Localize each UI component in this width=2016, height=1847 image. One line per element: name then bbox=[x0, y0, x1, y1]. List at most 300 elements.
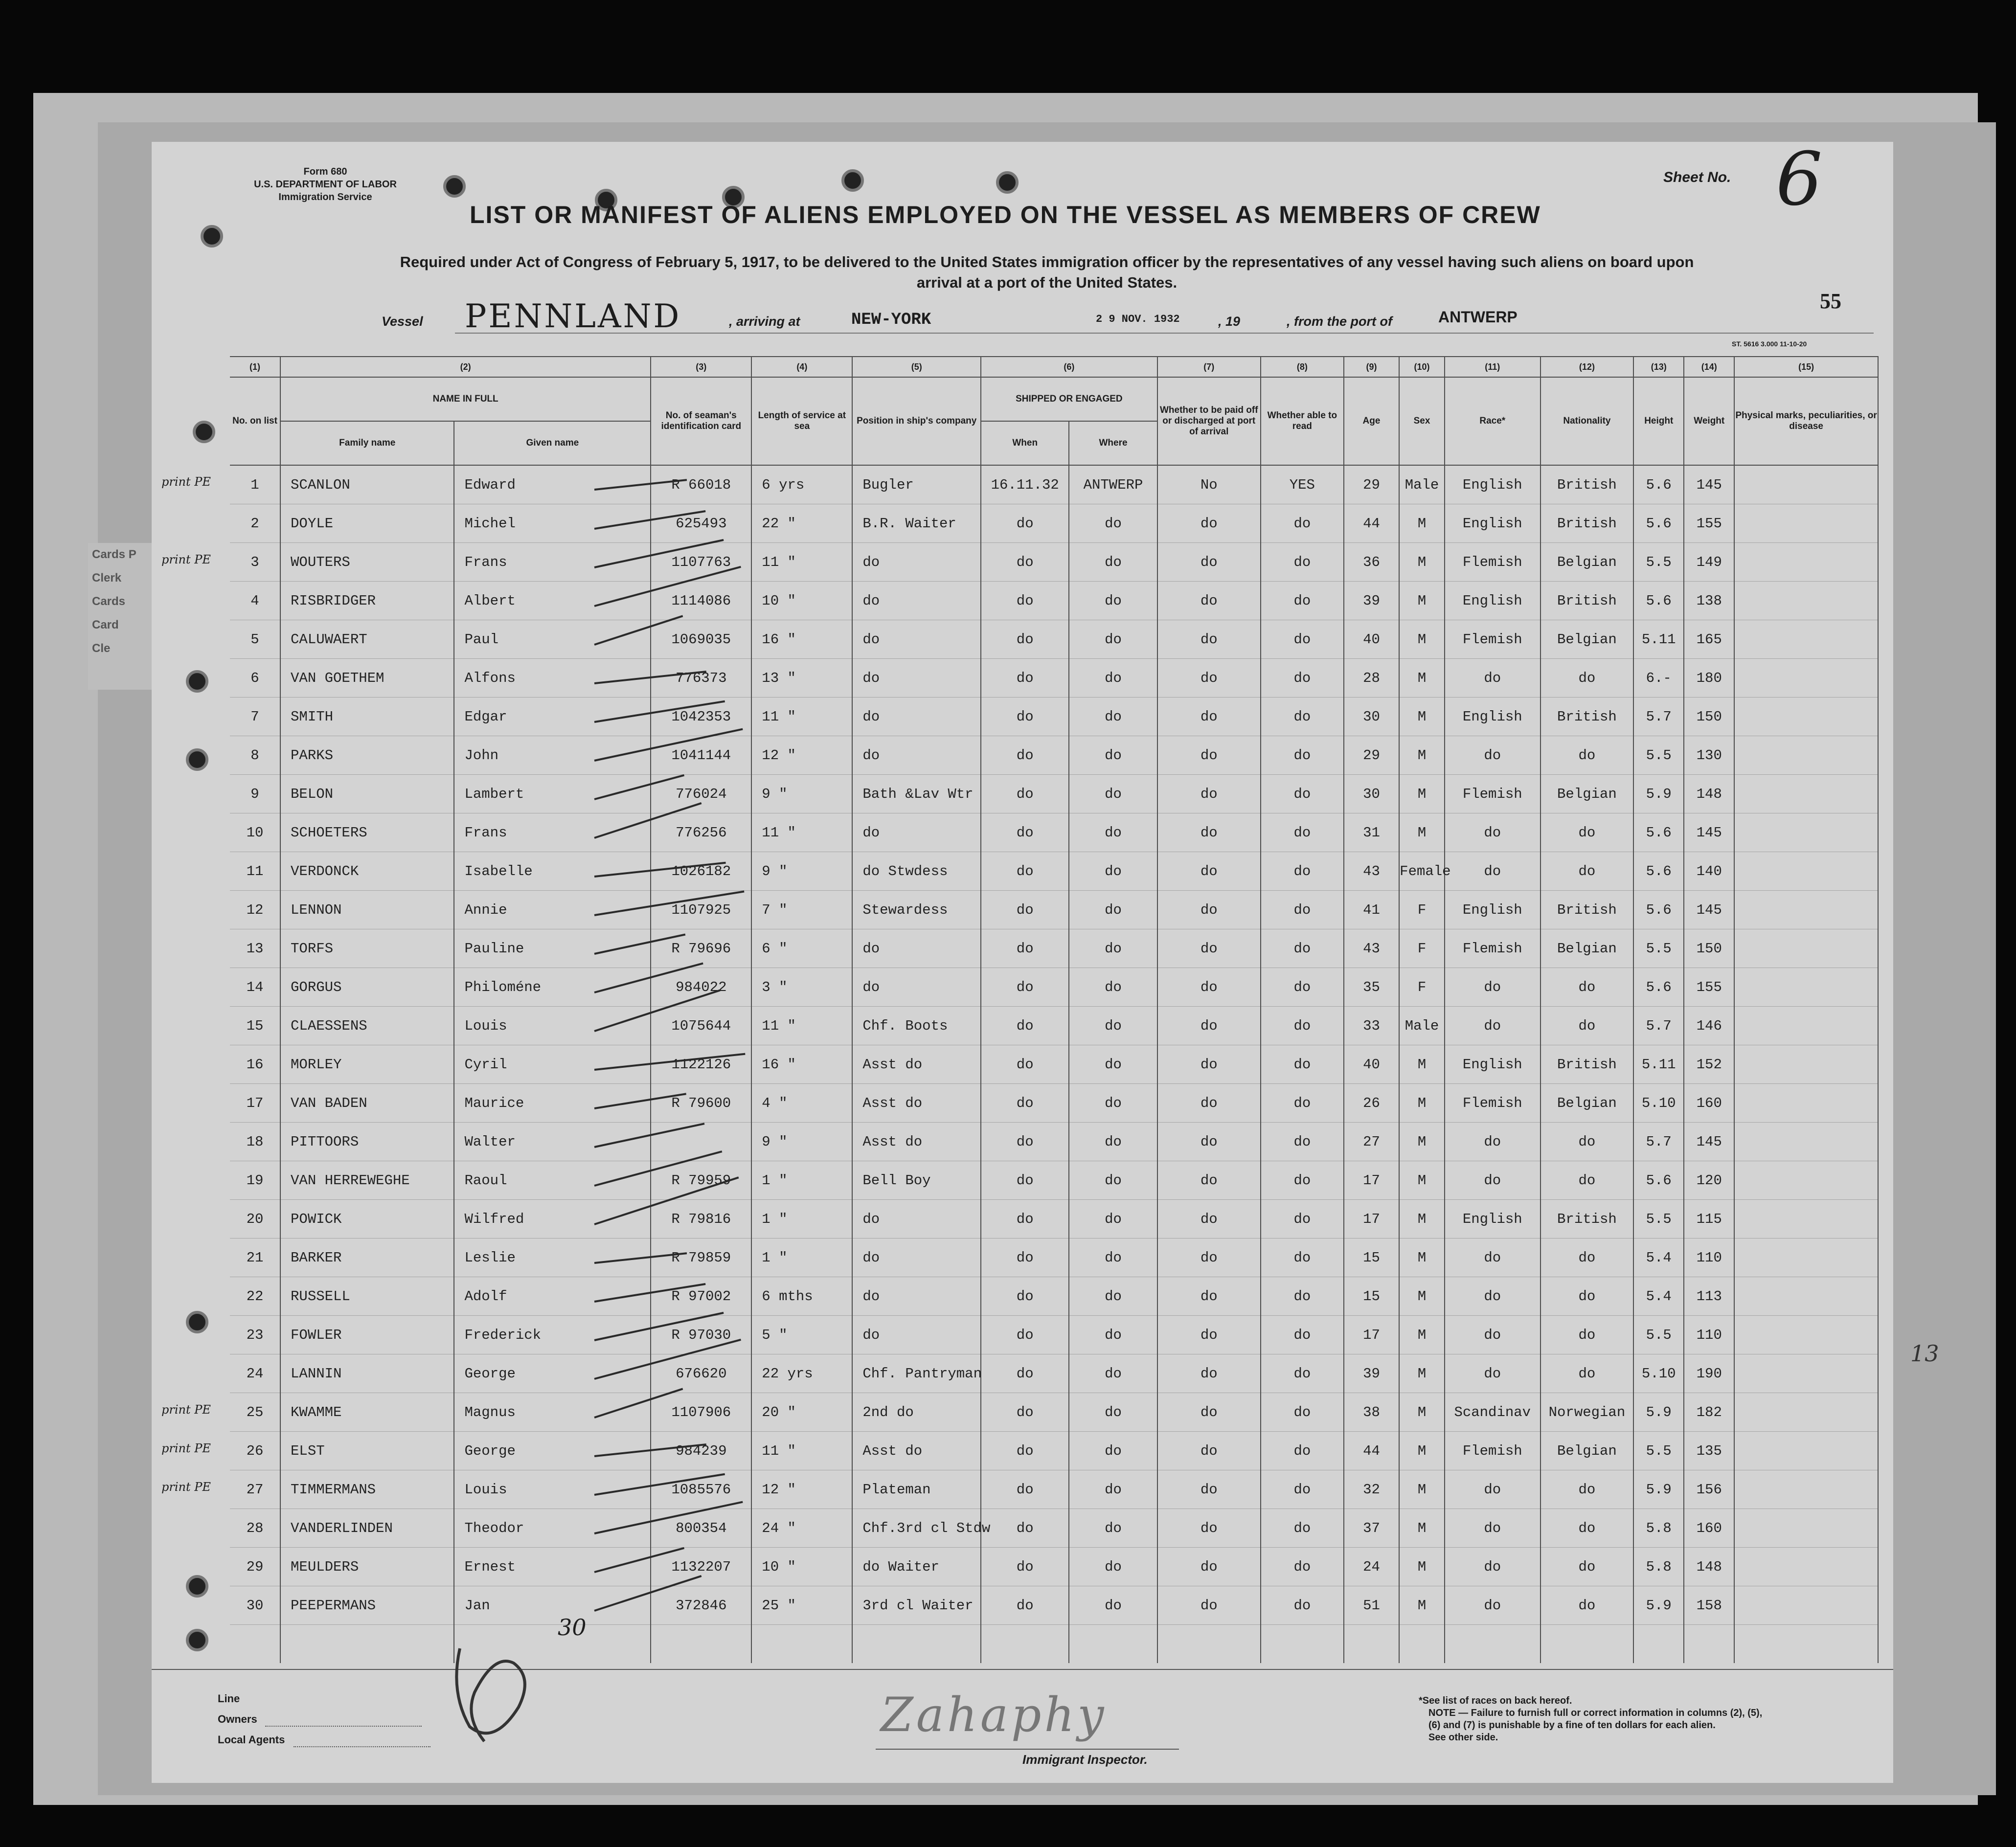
punch-hole bbox=[443, 175, 466, 198]
shipped-where: do bbox=[1069, 968, 1157, 1007]
print-code: ST. 5616 3.000 11-10-20 bbox=[1732, 340, 1807, 348]
margin-annotation: print PE bbox=[161, 1480, 211, 1494]
age-value: 51 bbox=[1344, 1586, 1399, 1625]
shipped-where: do bbox=[1069, 582, 1157, 620]
table-row bbox=[230, 929, 1878, 968]
sex-value: M bbox=[1399, 1586, 1445, 1625]
table-row bbox=[230, 968, 1878, 1007]
side-stamp-line: Clerk bbox=[92, 571, 122, 585]
table-row bbox=[230, 582, 1878, 620]
race-value: do bbox=[1445, 1548, 1540, 1586]
table-row bbox=[230, 504, 1878, 543]
age-value: 15 bbox=[1344, 1239, 1399, 1277]
sex-value: M bbox=[1399, 775, 1445, 813]
column-number: (6) bbox=[981, 357, 1157, 377]
punch-hole bbox=[193, 421, 215, 443]
able-to-read-value: do bbox=[1261, 736, 1344, 775]
shipped-where: do bbox=[1069, 1161, 1157, 1200]
service-length: 12 " bbox=[751, 736, 852, 775]
footer-note-line: (6) and (7) is punishable by a fine of ten dollars for each alien. bbox=[1428, 1720, 1716, 1731]
service-length: 16 " bbox=[751, 1045, 852, 1084]
id-card-number: R 79816 bbox=[651, 1200, 751, 1239]
service-length: 10 " bbox=[751, 1548, 852, 1586]
vessel-underline bbox=[455, 333, 1874, 334]
punch-hole bbox=[201, 225, 223, 248]
given-name: Michel bbox=[454, 504, 651, 543]
nationality-value: do bbox=[1540, 1239, 1634, 1277]
paid-off-value: do bbox=[1157, 1239, 1261, 1277]
id-card-number: 984239 bbox=[651, 1432, 751, 1470]
physical-marks-value bbox=[1734, 1316, 1878, 1354]
age-value: 29 bbox=[1344, 465, 1399, 504]
punch-hole bbox=[186, 1575, 208, 1598]
margin-mark: 13 bbox=[1910, 1340, 1939, 1367]
position-in-company: do bbox=[852, 659, 981, 698]
physical-marks-value bbox=[1734, 1470, 1878, 1509]
footer-owners-underline bbox=[265, 1726, 422, 1727]
physical-marks-value bbox=[1734, 698, 1878, 736]
shipped-where: do bbox=[1069, 543, 1157, 582]
shipped-when: do bbox=[981, 1084, 1069, 1123]
service-length: 9 " bbox=[751, 1123, 852, 1161]
blank-cell bbox=[1344, 1625, 1399, 1664]
blank-cell bbox=[1684, 1625, 1734, 1664]
family-name: BELON bbox=[280, 775, 454, 813]
table-row bbox=[230, 1084, 1878, 1123]
physical-marks-value bbox=[1734, 504, 1878, 543]
sheet-label: Sheet No. bbox=[1663, 169, 1731, 185]
race-value: English bbox=[1445, 582, 1540, 620]
given-name: Walter bbox=[454, 1123, 651, 1161]
weight-value: 160 bbox=[1684, 1509, 1734, 1548]
position-in-company: do bbox=[852, 813, 981, 852]
row-number: 25 bbox=[230, 1393, 280, 1432]
row-number: 1 bbox=[230, 465, 280, 504]
nationality-value: Norwegian bbox=[1540, 1393, 1634, 1432]
row-number: 11 bbox=[230, 852, 280, 891]
column-number: (4) bbox=[751, 357, 852, 377]
paid-off-value: do bbox=[1157, 582, 1261, 620]
shipped-when: do bbox=[981, 775, 1069, 813]
family-name: VERDONCK bbox=[280, 852, 454, 891]
row-number: 8 bbox=[230, 736, 280, 775]
service-length: 9 " bbox=[751, 775, 852, 813]
sex-value: M bbox=[1399, 1123, 1445, 1161]
age-value: 32 bbox=[1344, 1470, 1399, 1509]
side-stamp-line: Cards P bbox=[92, 548, 136, 561]
shipped-where: do bbox=[1069, 1548, 1157, 1586]
column-number: (8) bbox=[1261, 357, 1344, 377]
position-in-company: do bbox=[852, 1200, 981, 1239]
weight-value: 150 bbox=[1684, 698, 1734, 736]
table-row bbox=[230, 543, 1878, 582]
shipped-when: do bbox=[981, 929, 1069, 968]
shipped-where: do bbox=[1069, 1470, 1157, 1509]
shipped-when: do bbox=[981, 968, 1069, 1007]
paid-off-value: do bbox=[1157, 1200, 1261, 1239]
header-row-top bbox=[230, 377, 1878, 421]
table-row bbox=[230, 1586, 1878, 1625]
physical-marks-value bbox=[1734, 929, 1878, 968]
physical-marks-value bbox=[1734, 1084, 1878, 1123]
physical-marks-value bbox=[1734, 852, 1878, 891]
id-card-number bbox=[651, 1123, 751, 1161]
age-value: 39 bbox=[1344, 1354, 1399, 1393]
family-name: PEEPERMANS bbox=[280, 1586, 454, 1625]
family-name: CALUWAERT bbox=[280, 620, 454, 659]
nationality-value: do bbox=[1540, 813, 1634, 852]
sex-value: M bbox=[1399, 813, 1445, 852]
shipped-where: do bbox=[1069, 1123, 1157, 1161]
sex-value: F bbox=[1399, 891, 1445, 929]
id-card-number: 1114086 bbox=[651, 582, 751, 620]
physical-marks-value bbox=[1734, 1161, 1878, 1200]
given-name: Raoul bbox=[454, 1161, 651, 1200]
shipped-where: do bbox=[1069, 620, 1157, 659]
given-name: Theodor bbox=[454, 1509, 651, 1548]
able-to-read-value: do bbox=[1261, 582, 1344, 620]
shipped-when: 16.11.32 bbox=[981, 465, 1069, 504]
shipped-when: do bbox=[981, 1470, 1069, 1509]
shipped-when: do bbox=[981, 1045, 1069, 1084]
able-to-read-value: do bbox=[1261, 929, 1344, 968]
table-row bbox=[230, 1316, 1878, 1354]
height-value: 5.9 bbox=[1633, 1393, 1684, 1432]
able-to-read-value: do bbox=[1261, 1470, 1344, 1509]
header-paid-off: Whether to be paid off or discharged at port of arrival bbox=[1157, 377, 1261, 465]
sex-value: M bbox=[1399, 620, 1445, 659]
service-length: 3 " bbox=[751, 968, 852, 1007]
weight-value: 120 bbox=[1684, 1161, 1734, 1200]
table-row bbox=[230, 1548, 1878, 1586]
sex-value: M bbox=[1399, 1470, 1445, 1509]
row-number: 5 bbox=[230, 620, 280, 659]
paid-off-value: do bbox=[1157, 736, 1261, 775]
nationality-value: British bbox=[1540, 465, 1634, 504]
position-in-company: Bath &Lav Wtr bbox=[852, 775, 981, 813]
weight-value: 130 bbox=[1684, 736, 1734, 775]
paid-off-value: do bbox=[1157, 968, 1261, 1007]
weight-value: 145 bbox=[1684, 465, 1734, 504]
service-length: 13 " bbox=[751, 659, 852, 698]
shipped-when: do bbox=[981, 620, 1069, 659]
row-number: 15 bbox=[230, 1007, 280, 1045]
id-card-number: 1026182 bbox=[651, 852, 751, 891]
race-value: do bbox=[1445, 1123, 1540, 1161]
shipped-when: do bbox=[981, 891, 1069, 929]
header-physical-marks: Physical marks, peculiarities, or disease bbox=[1734, 377, 1878, 465]
physical-marks-value bbox=[1734, 582, 1878, 620]
footer-note-line: NOTE — Failure to furnish full or correct information in columns (2), (5), bbox=[1428, 1708, 1763, 1718]
weight-value: 110 bbox=[1684, 1316, 1734, 1354]
shipped-where: do bbox=[1069, 1239, 1157, 1277]
race-value: do bbox=[1445, 659, 1540, 698]
row-number: 16 bbox=[230, 1045, 280, 1084]
able-to-read-value: do bbox=[1261, 1393, 1344, 1432]
table-row bbox=[230, 1161, 1878, 1200]
given-name: Philoméne bbox=[454, 968, 651, 1007]
age-value: 44 bbox=[1344, 504, 1399, 543]
weight-value: 138 bbox=[1684, 582, 1734, 620]
blank-cell bbox=[651, 1625, 751, 1664]
position-in-company: Asst do bbox=[852, 1084, 981, 1123]
able-to-read-value: do bbox=[1261, 1084, 1344, 1123]
service-length: 6 mths bbox=[751, 1277, 852, 1316]
shipped-where: do bbox=[1069, 1432, 1157, 1470]
nationality-value: Belgian bbox=[1540, 775, 1634, 813]
row-number: 3 bbox=[230, 543, 280, 582]
able-to-read-value: do bbox=[1261, 698, 1344, 736]
weight-value: 182 bbox=[1684, 1393, 1734, 1432]
row-number: 22 bbox=[230, 1277, 280, 1316]
service-length: 1 " bbox=[751, 1200, 852, 1239]
weight-value: 155 bbox=[1684, 504, 1734, 543]
family-name: VAN BADEN bbox=[280, 1084, 454, 1123]
shipped-where: do bbox=[1069, 1200, 1157, 1239]
punch-hole bbox=[186, 1629, 208, 1651]
weight-value: 152 bbox=[1684, 1045, 1734, 1084]
service-length: 1 " bbox=[751, 1239, 852, 1277]
shipped-where: do bbox=[1069, 698, 1157, 736]
department-name: U.S. DEPARTMENT OF LABOR bbox=[254, 179, 397, 190]
given-name: John bbox=[454, 736, 651, 775]
able-to-read-value: do bbox=[1261, 775, 1344, 813]
subtitle-line: arrival at a port of the United States. bbox=[916, 274, 1178, 291]
height-value: 5.4 bbox=[1633, 1239, 1684, 1277]
row-number: 12 bbox=[230, 891, 280, 929]
id-card-number: 1122126 bbox=[651, 1045, 751, 1084]
shipped-when: do bbox=[981, 543, 1069, 582]
sex-value: M bbox=[1399, 582, 1445, 620]
given-name: Frederick bbox=[454, 1316, 651, 1354]
family-name: RUSSELL bbox=[280, 1277, 454, 1316]
age-value: 24 bbox=[1344, 1548, 1399, 1586]
service-length: 6 " bbox=[751, 929, 852, 968]
physical-marks-value bbox=[1734, 465, 1878, 504]
service-length: 24 " bbox=[751, 1509, 852, 1548]
age-value: 31 bbox=[1344, 813, 1399, 852]
physical-marks-value bbox=[1734, 620, 1878, 659]
table-row bbox=[230, 1354, 1878, 1393]
shipped-when: do bbox=[981, 504, 1069, 543]
race-value: do bbox=[1445, 1470, 1540, 1509]
sex-value: M bbox=[1399, 1354, 1445, 1393]
nationality-value: British bbox=[1540, 891, 1634, 929]
nationality-value: Belgian bbox=[1540, 1432, 1634, 1470]
shipped-when: do bbox=[981, 1200, 1069, 1239]
service-length: 11 " bbox=[751, 813, 852, 852]
given-name: Frans bbox=[454, 813, 651, 852]
tally-mark bbox=[440, 1634, 567, 1751]
given-name: Edward bbox=[454, 465, 651, 504]
page-title: LIST OR MANIFEST OF ALIENS EMPLOYED ON THE VESSEL AS MEMBERS OF CREW bbox=[470, 201, 1541, 228]
nationality-value: British bbox=[1540, 582, 1634, 620]
height-value: 5.5 bbox=[1633, 736, 1684, 775]
paid-off-value: do bbox=[1157, 698, 1261, 736]
race-value: Flemish bbox=[1445, 1084, 1540, 1123]
sex-value: M bbox=[1399, 1200, 1445, 1239]
header-age: Age bbox=[1344, 377, 1399, 465]
shipped-where: do bbox=[1069, 1007, 1157, 1045]
side-stamp bbox=[88, 543, 160, 690]
id-card-number: 776373 bbox=[651, 659, 751, 698]
family-name: CLAESSENS bbox=[280, 1007, 454, 1045]
given-name: George bbox=[454, 1432, 651, 1470]
age-value: 35 bbox=[1344, 968, 1399, 1007]
footer-owners-label: Owners bbox=[218, 1713, 257, 1725]
nationality-value: Belgian bbox=[1540, 543, 1634, 582]
height-value: 5.6 bbox=[1633, 891, 1684, 929]
able-to-read-value: do bbox=[1261, 1316, 1344, 1354]
manifest-page bbox=[152, 137, 1939, 1783]
id-card-number: 800354 bbox=[651, 1509, 751, 1548]
age-value: 41 bbox=[1344, 891, 1399, 929]
family-name: DOYLE bbox=[280, 504, 454, 543]
given-name: Lambert bbox=[454, 775, 651, 813]
column-number: (7) bbox=[1157, 357, 1261, 377]
subtitle-line: Required under Act of Congress of February 5, 1917, to be delivered to the United States immigration officer by the representatives of any vessel having such aliens on board upon bbox=[400, 253, 1694, 270]
position-in-company: Bell Boy bbox=[852, 1161, 981, 1200]
shipped-where: do bbox=[1069, 775, 1157, 813]
inspector-signature: Zahaphy bbox=[881, 1688, 1107, 1742]
table-row bbox=[230, 1432, 1878, 1470]
service-length: 11 " bbox=[751, 698, 852, 736]
position-in-company: Asst do bbox=[852, 1123, 981, 1161]
able-to-read-value: do bbox=[1261, 1432, 1344, 1470]
height-value: 5.10 bbox=[1633, 1354, 1684, 1393]
physical-marks-value bbox=[1734, 659, 1878, 698]
given-name: Adolf bbox=[454, 1277, 651, 1316]
race-value: do bbox=[1445, 1277, 1540, 1316]
shipped-when: do bbox=[981, 1509, 1069, 1548]
height-value: 5.6 bbox=[1633, 852, 1684, 891]
page-number: 55 bbox=[1820, 289, 1841, 313]
sex-value: M bbox=[1399, 1161, 1445, 1200]
header-weight: Weight bbox=[1684, 377, 1734, 465]
race-value: Flemish bbox=[1445, 775, 1540, 813]
weight-value: 140 bbox=[1684, 852, 1734, 891]
row-number: 2 bbox=[230, 504, 280, 543]
shipped-where: do bbox=[1069, 852, 1157, 891]
shipped-when: do bbox=[981, 1354, 1069, 1393]
height-value: 5.11 bbox=[1633, 1045, 1684, 1084]
nationality-value: do bbox=[1540, 1509, 1634, 1548]
position-in-company: Bugler bbox=[852, 465, 981, 504]
shipped-when: do bbox=[981, 659, 1069, 698]
able-to-read-value: do bbox=[1261, 968, 1344, 1007]
margin-annotation: print PE bbox=[161, 1403, 211, 1417]
height-value: 5.5 bbox=[1633, 1200, 1684, 1239]
id-card-number: 1107925 bbox=[651, 891, 751, 929]
age-value: 26 bbox=[1344, 1084, 1399, 1123]
row-number: 14 bbox=[230, 968, 280, 1007]
age-value: 36 bbox=[1344, 543, 1399, 582]
id-card-number: 776256 bbox=[651, 813, 751, 852]
given-name: Wilfred bbox=[454, 1200, 651, 1239]
blank-cell bbox=[1399, 1625, 1445, 1664]
given-name: Magnus bbox=[454, 1393, 651, 1432]
age-value: 43 bbox=[1344, 929, 1399, 968]
column-number: (5) bbox=[852, 357, 981, 377]
paid-off-value: do bbox=[1157, 1509, 1261, 1548]
race-value: Flemish bbox=[1445, 929, 1540, 968]
able-to-read-value: do bbox=[1261, 1509, 1344, 1548]
header-position: Position in ship's company bbox=[852, 377, 981, 465]
table-row bbox=[230, 736, 1878, 775]
row-number: 20 bbox=[230, 1200, 280, 1239]
physical-marks-value bbox=[1734, 1277, 1878, 1316]
blank-cell bbox=[1157, 1625, 1261, 1664]
shipped-where: do bbox=[1069, 1084, 1157, 1123]
physical-marks-value bbox=[1734, 1354, 1878, 1393]
weight-value: 148 bbox=[1684, 775, 1734, 813]
height-value: 5.10 bbox=[1633, 1084, 1684, 1123]
row-number: 26 bbox=[230, 1432, 280, 1470]
paid-off-value: do bbox=[1157, 775, 1261, 813]
paid-off-value: do bbox=[1157, 1432, 1261, 1470]
sex-value: M bbox=[1399, 1316, 1445, 1354]
header-when: When bbox=[981, 421, 1069, 465]
family-name: PITTOORS bbox=[280, 1123, 454, 1161]
shipped-when: do bbox=[981, 1548, 1069, 1586]
height-value: 5.6 bbox=[1633, 465, 1684, 504]
punch-hole bbox=[186, 748, 208, 771]
physical-marks-value bbox=[1734, 736, 1878, 775]
height-value: 5.6 bbox=[1633, 968, 1684, 1007]
shipped-where: do bbox=[1069, 813, 1157, 852]
id-card-number: R 79696 bbox=[651, 929, 751, 968]
sex-value: M bbox=[1399, 1239, 1445, 1277]
nationality-value: British bbox=[1540, 1045, 1634, 1084]
height-value: 5.9 bbox=[1633, 1470, 1684, 1509]
able-to-read-value: YES bbox=[1261, 465, 1344, 504]
id-card-number: 1107906 bbox=[651, 1393, 751, 1432]
nationality-value: British bbox=[1540, 1200, 1634, 1239]
race-value: do bbox=[1445, 1354, 1540, 1393]
height-value: 6.- bbox=[1633, 659, 1684, 698]
paid-off-value: do bbox=[1157, 891, 1261, 929]
race-value: English bbox=[1445, 465, 1540, 504]
weight-value: 165 bbox=[1684, 620, 1734, 659]
from-port-label: , from the port of bbox=[1287, 314, 1392, 329]
service-length: 1 " bbox=[751, 1161, 852, 1200]
given-name: Leslie bbox=[454, 1239, 651, 1277]
family-name: RISBRIDGER bbox=[280, 582, 454, 620]
row-number: 24 bbox=[230, 1354, 280, 1393]
row-number: 9 bbox=[230, 775, 280, 813]
nationality-value: Belgian bbox=[1540, 620, 1634, 659]
header-where: Where bbox=[1069, 421, 1157, 465]
position-in-company: Chf. Pantryman bbox=[852, 1354, 981, 1393]
shipped-when: do bbox=[981, 1161, 1069, 1200]
weight-value: 110 bbox=[1684, 1239, 1734, 1277]
position-in-company: do Stwdess bbox=[852, 852, 981, 891]
position-in-company: do Waiter bbox=[852, 1548, 981, 1586]
service-length: 9 " bbox=[751, 852, 852, 891]
weight-value: 160 bbox=[1684, 1084, 1734, 1123]
column-number: (10) bbox=[1399, 357, 1445, 377]
weight-value: 113 bbox=[1684, 1277, 1734, 1316]
paid-off-value: do bbox=[1157, 1586, 1261, 1625]
given-name: Frans bbox=[454, 543, 651, 582]
service-length: 22 " bbox=[751, 504, 852, 543]
physical-marks-value bbox=[1734, 1393, 1878, 1432]
position-in-company: do bbox=[852, 698, 981, 736]
sheet-number: 6 bbox=[1776, 137, 1823, 222]
table-row bbox=[230, 659, 1878, 698]
position-in-company: do bbox=[852, 968, 981, 1007]
race-value: English bbox=[1445, 1045, 1540, 1084]
